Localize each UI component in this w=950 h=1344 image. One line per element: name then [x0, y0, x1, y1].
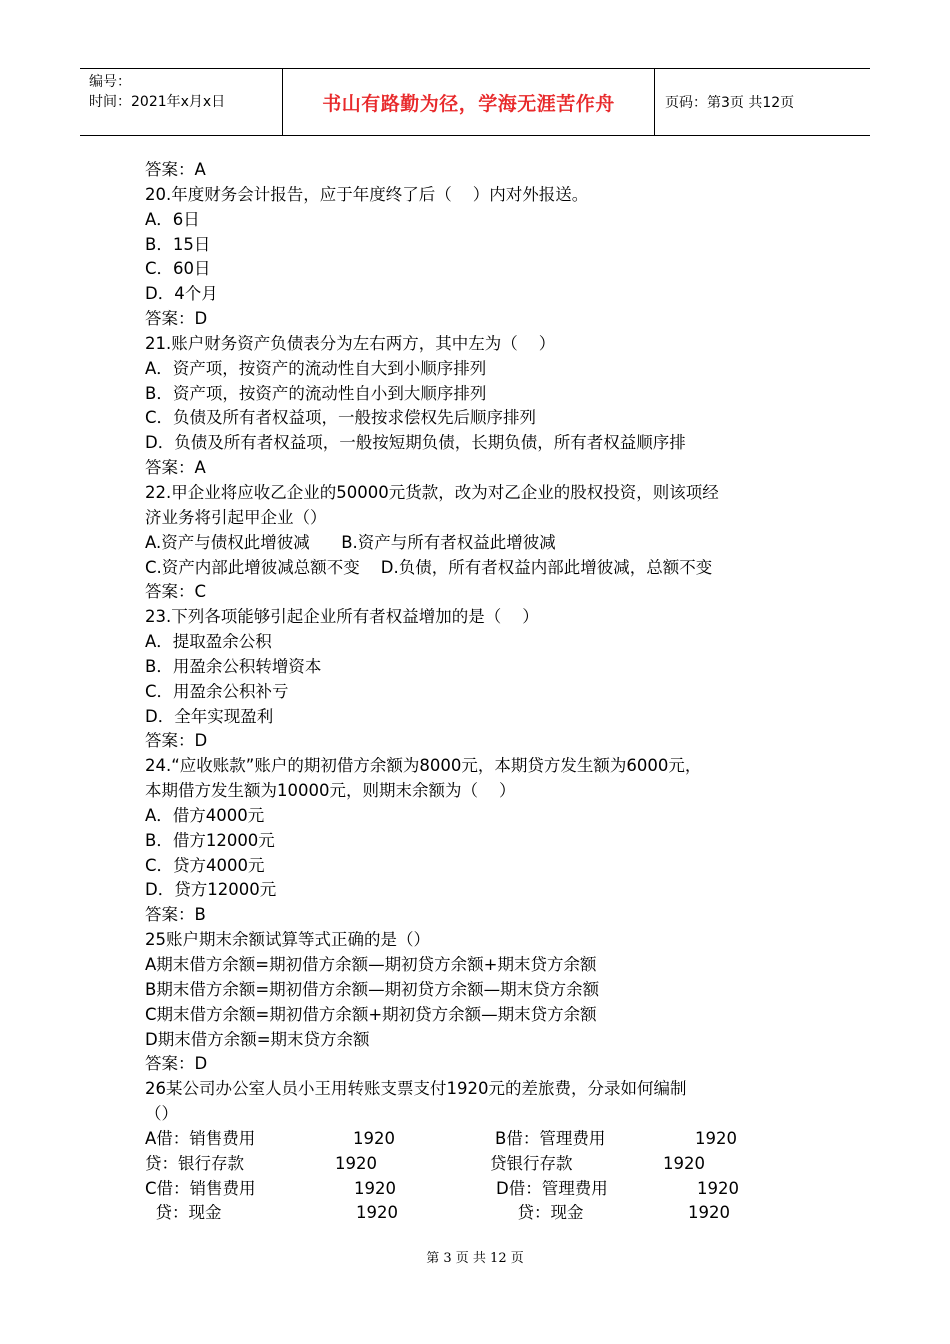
- page-info: 页码：第3页 共12页: [665, 95, 795, 111]
- date-line: 时间：2021年x月x日: [89, 94, 226, 110]
- text-line: 答案：D: [145, 1054, 208, 1074]
- entry-left-amount: 1920: [353, 1128, 395, 1148]
- entry-left: A借：销售费用: [145, 1128, 256, 1148]
- entry-right-amount: 1920: [663, 1153, 705, 1173]
- text-line: B．用盈余公积转增资本: [145, 656, 322, 676]
- text-line: 答案：C: [145, 582, 207, 602]
- entry-left-amount: 1920: [356, 1203, 398, 1223]
- text-line: B．借方12000元: [145, 830, 275, 850]
- entry-right: B借：管理费用: [495, 1128, 606, 1148]
- text-lines: [145, 158, 825, 1127]
- text-line: D期末借方余额=期末贷方余额: [145, 1029, 370, 1049]
- text-line: A期末借方余额=期初借方余额—期初贷方余额+期末贷方余额: [145, 955, 597, 974]
- text-line: 26某公司办公室人员小王用转账支票支付1920元的差旅费，分录如何编制: [145, 1079, 687, 1099]
- entry-row: [145, 1177, 825, 1202]
- text-line: B期末借方余额=期初借方余额—期初贷方余额—期末贷方余额: [145, 979, 600, 999]
- document-body: [145, 158, 825, 1226]
- text-line: C．用盈余公积补亏: [145, 681, 289, 701]
- text-line: C．负债及所有者权益项，一般按求偿权先后顺序排列: [145, 408, 537, 428]
- text-line: C．60日: [145, 259, 211, 279]
- text-line: C期末借方余额=期初借方余额+期初贷方余额—期末贷方余额: [145, 1004, 597, 1024]
- text-line: D．贷方12000元: [145, 880, 277, 900]
- text-line: C．贷方4000元: [145, 855, 265, 875]
- entry-right-amount: 1920: [688, 1203, 730, 1223]
- text-line: 24.“应收账款”账户的期初借方余额为8000元，本期贷方发生额为6000元，: [145, 756, 702, 776]
- text-line: B．资产项，按资产的流动性自小到大顺序排列: [145, 383, 487, 403]
- text-line: （）: [145, 1104, 178, 1124]
- entry-left-amount: 1920: [354, 1178, 396, 1198]
- entry-right-amount: 1920: [695, 1128, 737, 1148]
- entry-left: C借：销售费用: [145, 1178, 256, 1198]
- text-line: 答案：D: [145, 309, 208, 329]
- text-line: D．4个月: [145, 284, 218, 304]
- journal-entries: [145, 1127, 825, 1226]
- text-line: 20.年度财务会计报告，应于年度终了后（ ）内对外报送。: [145, 184, 589, 204]
- motto: 书山有路勤为径，学海无涯苦作舟: [322, 92, 615, 115]
- entry-right: D借：管理费用: [496, 1178, 608, 1198]
- entry-left: 贷：银行存款: [145, 1153, 244, 1173]
- entry-row: [145, 1152, 825, 1177]
- text-line: 本期借方发生额为10000元，则期末余额为（ ）: [145, 781, 516, 801]
- entry-right-amount: 1920: [697, 1178, 739, 1198]
- entry-right: 贷：现金: [507, 1203, 584, 1223]
- text-line: D．负债及所有者权益项，一般按短期负债，长期负债，所有者权益顺序排: [145, 433, 686, 453]
- text-line: A.资产与债权此增彼减 B.资产与所有者权益此增彼减: [145, 532, 556, 552]
- text-line: 25账户期末余额试算等式正确的是（）: [145, 930, 430, 950]
- entry-left-amount: 1920: [335, 1153, 377, 1173]
- text-line: 23.下列各项能够引起企业所有者权益增加的是（ ）: [145, 607, 539, 627]
- text-line: 济业务将引起甲企业（）: [145, 507, 327, 527]
- text-line: C.资产内部此增彼减总额不变 D.负债，所有者权益内部此增彼减，总额不变: [145, 557, 713, 577]
- entry-left: 贷：现金: [145, 1203, 222, 1223]
- entry-row: [145, 1127, 825, 1152]
- header-motto-cell: [283, 69, 655, 135]
- text-line: 答案：A: [145, 160, 206, 179]
- text-line: 答案：B: [145, 905, 206, 925]
- text-line: A．资产项，按资产的流动性自大到小顺序排列: [145, 358, 487, 378]
- entry-right: 贷银行存款: [490, 1153, 573, 1173]
- text-line: B．15日: [145, 234, 211, 254]
- text-line: A．借方4000元: [145, 805, 265, 825]
- header-info-cell: [80, 69, 283, 135]
- text-line: A．提取盈余公积: [145, 632, 272, 652]
- text-line: 21.账户财务资产负债表分为左右两方，其中左为（ ）: [145, 333, 556, 353]
- header-table: [80, 68, 870, 136]
- text-line: 答案：A: [145, 458, 206, 478]
- text-line: 答案：D: [145, 731, 208, 751]
- serial-label: 编号：: [89, 74, 131, 90]
- header-page-cell: [655, 69, 870, 135]
- text-line: 22.甲企业将应收乙企业的50000元货款，改为对乙企业的股权投资，则该项经: [145, 482, 719, 502]
- text-line: D．全年实现盈利: [145, 706, 274, 726]
- text-line: A．6日: [145, 209, 200, 229]
- page-footer: 第 3 页 共 12 页: [426, 1251, 524, 1266]
- entry-row: [145, 1201, 825, 1226]
